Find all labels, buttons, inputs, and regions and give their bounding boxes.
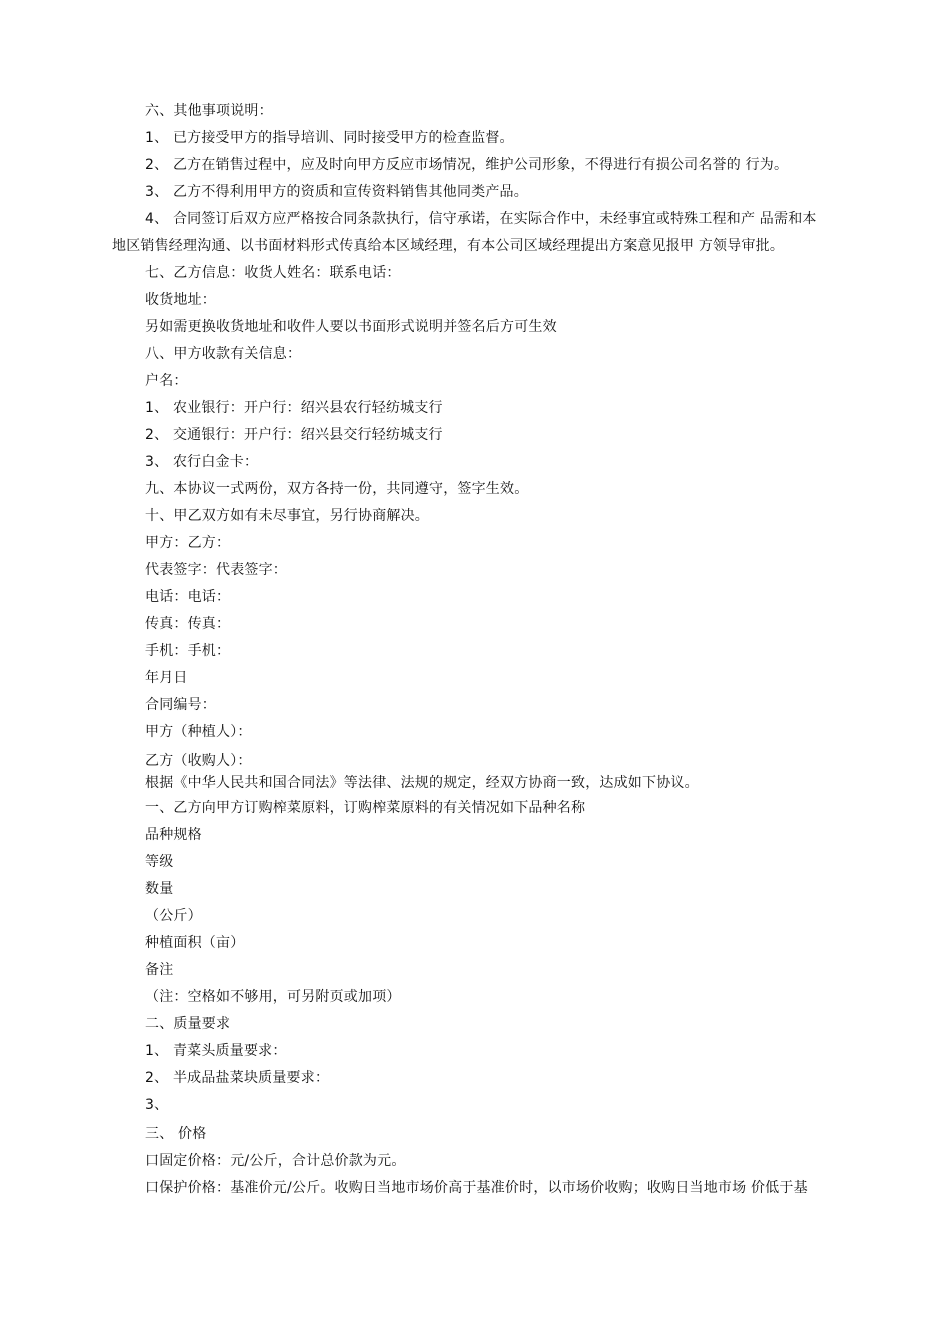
section-two-heading: 二、质量要求 [145, 1016, 231, 1032]
planting-area: 种植面积（亩） [145, 935, 245, 951]
bank-3: 3、 农行白金卡： [145, 454, 259, 470]
bank-2: 2、 交通银行：开户行：绍兴县交行轻纺城支行 [145, 427, 443, 443]
section-six-heading: 六、其他事项说明： [145, 103, 273, 119]
contract-number: 合同编号： [145, 697, 216, 713]
table-note: （注：空格如不够用，可另附页或加项） [145, 989, 401, 1005]
clause-6-3: 3、 乙方不得利用甲方的资质和宣传资料销售其他同类产品。 [145, 184, 528, 200]
clause-6-1: 1、 已方接受甲方的指导培训、同时接受甲方的检查监督。 [145, 130, 514, 146]
clause-6-4: 4、 合同签订后双方应严格按合同条款执行，信守承诺，在实际合作中，未经事宜或特殊工程和产 品需和本 [145, 211, 817, 227]
phone-labels: 电话：电话： [145, 589, 231, 605]
party-labels: 甲方：乙方： [145, 535, 231, 551]
fixed-price: 口固定价格：元/公斤，合计总价款为元。 [145, 1153, 406, 1169]
bank-1: 1、 农业银行：开户行：绍兴县农行轻纺城支行 [145, 400, 443, 416]
quality-1: 1、 青菜头质量要求： [145, 1043, 287, 1059]
quantity-unit: （公斤） [145, 908, 202, 924]
preamble: 根据《中华人民共和国合同法》等法律、法规的规定，经双方协商一致，达成如下协议。 [145, 775, 699, 791]
clause-6-4-continued: 地区销售经理沟通、以书面材料形式传真给本区域经理，有本公司区域经理提出方案意见报甲 方领导审批。 [112, 238, 785, 254]
fax-labels: 传真：传真： [145, 616, 231, 632]
signature-labels: 代表签字：代表签字： [145, 562, 287, 578]
grade: 等级 [145, 854, 174, 870]
quality-3: 3、 [145, 1097, 169, 1113]
section-one-heading: 一、乙方向甲方订购榨菜原料，订购榨菜原料的有关情况如下品种名称 [145, 800, 586, 816]
section-seven-heading: 七、乙方信息：收货人姓名：联系电话： [145, 265, 401, 281]
section-ten: 十、甲乙双方如有未尽事宜，另行协商解决。 [145, 508, 429, 524]
delivery-address: 收货地址： [145, 292, 216, 308]
address-change-note: 另如需更换收货地址和收件人要以书面形式说明并签名后方可生效 [145, 319, 557, 335]
section-three-heading: 三、 价格 [145, 1126, 207, 1142]
account-name: 户名： [145, 373, 188, 389]
quality-2: 2、 半成品盐菜块质量要求： [145, 1070, 330, 1086]
section-nine: 九、本协议一式两份，双方各持一份，共同遵守，签字生效。 [145, 481, 529, 497]
party-b-buyer: 乙方（收购人）： [145, 753, 252, 769]
quantity: 数量 [145, 881, 174, 897]
party-a-grower: 甲方（种植人）： [145, 724, 252, 740]
variety-spec: 品种规格 [145, 827, 202, 843]
date-label: 年月日 [145, 670, 188, 686]
mobile-labels: 手机：手机： [145, 643, 231, 659]
protected-price: 口保护价格：基准价元/公斤。收购日当地市场价高于基准价时，以市场价收购；收购日当地市场 价低于基 [145, 1180, 808, 1196]
clause-6-2: 2、 乙方在销售过程中，应及时向甲方反应市场情况，维护公司形象，不得进行有损公司名誉的 行为。 [145, 157, 789, 173]
remarks: 备注 [145, 962, 174, 978]
section-eight-heading: 八、甲方收款有关信息： [145, 346, 302, 362]
